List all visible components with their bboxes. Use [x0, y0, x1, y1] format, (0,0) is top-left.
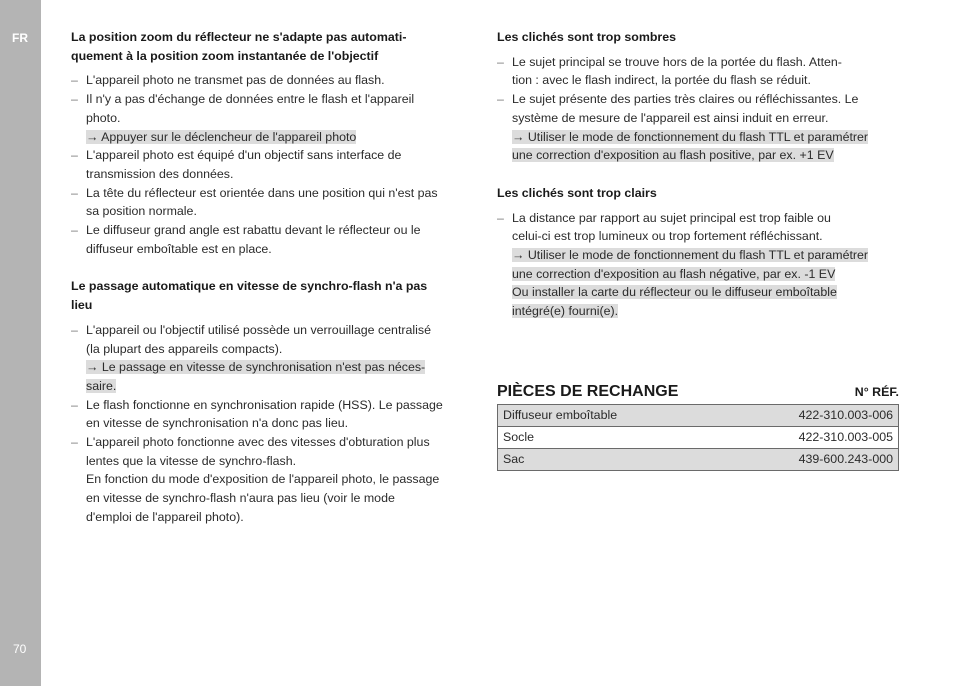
list-item: – L'appareil photo fonctionne avec des vitesses d'obturation plus lentes que la vitesse de synchro-flash. En fonction du mode d'exposition de l'appareil photo, le passage en vitesse de synchro-flash n'aura pas lieu (voir le mode d'emploi de l'appareil photo).	[71, 433, 473, 527]
language-tab: FR	[12, 31, 28, 45]
action-hint: Ou installer la carte du réflecteur ou le diffuseur emboîtable	[512, 285, 837, 300]
part-ref: 422-310.003-006	[715, 405, 898, 427]
too-dark-list	[497, 53, 899, 165]
table-row	[498, 449, 899, 471]
list-item: – Le flash fonctionne en synchronisation rapide (HSS). Le passage en vitesse de synchronisation n'a donc pas lieu.	[71, 396, 473, 433]
zoom-causes-list	[71, 71, 473, 258]
list-item: – L'appareil photo ne transmet pas de données au flash.	[71, 71, 473, 90]
section-title-too-dark: Les clichés sont trop sombres	[497, 30, 677, 44]
section-title-sync: Le passage automatique en vitesse de synchro-flash n'a pas lieu	[71, 279, 428, 313]
list-item: – L'appareil photo est équipé d'un objectif sans interface de transmission des données.	[71, 146, 473, 183]
action-hint: une correction d'exposition au flash positive, par ex. +1 EV	[512, 148, 834, 163]
action-hint: saire.	[86, 378, 117, 393]
action-hint: → Utiliser le mode de fonctionnement du flash TTL et paramétrer	[512, 248, 869, 263]
table-row	[498, 405, 899, 427]
action-hint: → Utiliser le mode de fonctionnement du flash TTL et paramétrer	[512, 129, 869, 144]
list-item: – Le sujet présente des parties très claires ou réfléchissantes. Le système de mesure de l'appareil est ainsi induit en erreur. → Utiliser le mode de fonctionnement du flash TTL et paramétrer une correction d'exposition au flash positive, par ex. +1 EV	[497, 90, 899, 165]
list-item: – La distance par rapport au sujet principal est trop faible ou celui-ci est trop lumineux ou trop fortement réfléchissant. → Utiliser le mode de fonctionnement du flash TTL et paramétrer une correction d'exposition au flash négative, par ex. -1 EV Ou installer la carte du réflecteur ou le diffuseur emboîtable intégré(e) fourni(e).	[497, 209, 899, 321]
action-hint: une correction d'exposition au flash négative, par ex. -1 EV	[512, 266, 836, 281]
sync-causes-list	[71, 321, 473, 527]
part-ref: 422-310.003-005	[715, 427, 898, 449]
part-name: Sac	[498, 449, 716, 471]
table-row	[498, 427, 899, 449]
part-name: Diffuseur emboîtable	[498, 405, 716, 427]
section-title-too-bright: Les clichés sont trop clairs	[497, 185, 657, 200]
list-item: – Le diffuseur grand angle est rabattu devant le réflecteur ou le diffuseur emboîtable est en place.	[71, 221, 473, 258]
section-title-zoom: La position zoom du réflecteur ne s'adapte pas automati- quement à la position zoom instantanée de l'objectif	[71, 30, 407, 63]
list-item: – Il n'y a pas d'échange de données entre le flash et l'appareil photo. → Appuyer sur le déclencheur de l'appareil photo	[71, 90, 473, 146]
page-sidebar	[0, 0, 41, 686]
spare-parts-table	[497, 404, 899, 471]
spare-parts-title: PIÈCES DE RECHANGE	[497, 383, 679, 400]
page-number: 70	[13, 642, 27, 656]
part-name: Socle	[498, 427, 716, 449]
list-item: – L'appareil ou l'objectif utilisé possède un verrouillage centralisé (la plupart des appareils compacts). → Le passage en vitesse de synchronisation n'est pas néces- saire.	[71, 321, 473, 396]
left-column	[71, 28, 473, 527]
list-item: – Le sujet principal se trouve hors de la portée du flash. Atten- tion : avec le flash indirect, la portée du flash se réduit.	[497, 53, 899, 90]
ref-number-header: N° RÉF.	[854, 385, 899, 399]
part-ref: 439-600.243-000	[715, 449, 898, 471]
too-bright-list	[497, 209, 899, 321]
action-hint: → Appuyer sur le déclencheur de l'appareil photo	[86, 129, 357, 144]
action-hint: intégré(e) fourni(e).	[512, 304, 619, 319]
spare-parts-header	[497, 382, 899, 402]
right-column	[497, 28, 899, 321]
list-item: – La tête du réflecteur est orientée dans une position qui n'est pas sa position normale.	[71, 184, 473, 221]
action-hint: → Le passage en vitesse de synchronisation n'est pas néces-	[86, 360, 426, 375]
